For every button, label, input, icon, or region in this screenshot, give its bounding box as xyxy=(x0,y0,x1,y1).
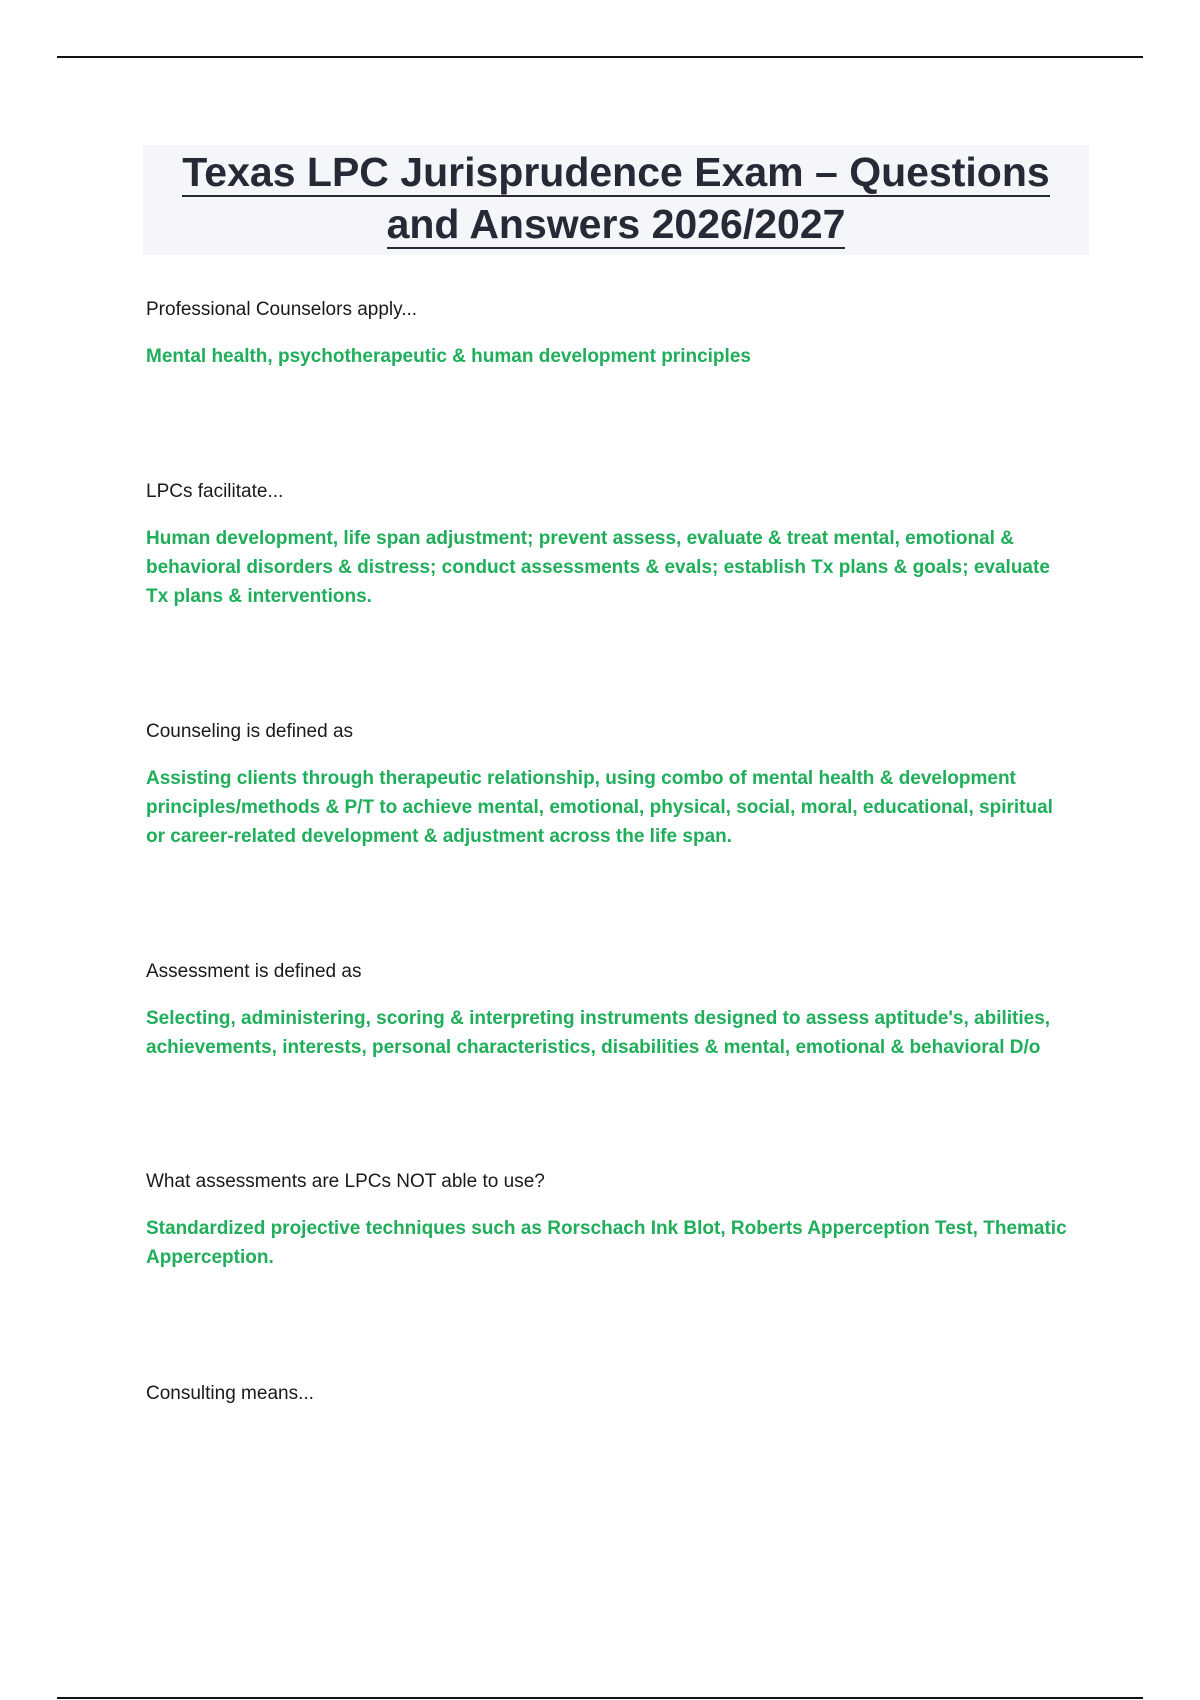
answer-text: Standardized projective techniques such as Rorschach Ink Blot, Roberts Apperception Test, Thematic Apperception. xyxy=(146,1218,1067,1268)
document-title xyxy=(143,145,1089,255)
title-line-1: Texas LPC Jurisprudence Exam – Questions xyxy=(182,149,1050,195)
answer-text: Assisting clients through therapeutic relationship, using combo of mental health & development principles/methods & P/T to achieve mental, emotional, physical, social, moral, educational, spiritual or career-related development & adjustment across the life span. xyxy=(146,768,1053,847)
qa-item-5 xyxy=(146,1170,1076,1272)
question-text: Professional Counselors apply... xyxy=(146,299,418,320)
bottom-divider xyxy=(57,1697,1143,1699)
question-text: Counseling is defined as xyxy=(146,721,354,742)
question-text: Assessment is defined as xyxy=(146,961,362,982)
qa-item-1 xyxy=(146,298,1076,371)
qa-item-3 xyxy=(146,720,1076,851)
answer-text: Selecting, administering, scoring & interpreting instruments designed to assess aptitude's, abilities, achievements, interests, personal characteristics, disabilities & mental, emotional & behavioral D/o xyxy=(146,1008,1051,1058)
question-text: LPCs facilitate... xyxy=(146,481,284,502)
answer-text: Human development, life span adjustment; prevent assess, evaluate & treat mental, emotional & behavioral disorders & distress; conduct assessments & evals; establish Tx plans & goals; evaluate Tx plans & interventions. xyxy=(146,528,1050,607)
question-text: Consulting means... xyxy=(146,1383,314,1404)
title-line-2: and Answers 2026/2027 xyxy=(386,201,846,247)
question-text: What assessments are LPCs NOT able to use? xyxy=(146,1171,545,1192)
qa-item-6 xyxy=(146,1382,1076,1406)
qa-item-2 xyxy=(146,480,1076,611)
qa-item-4 xyxy=(146,960,1076,1062)
top-divider xyxy=(57,56,1143,58)
answer-text: Mental health, psychotherapeutic & human development principles xyxy=(146,346,751,367)
